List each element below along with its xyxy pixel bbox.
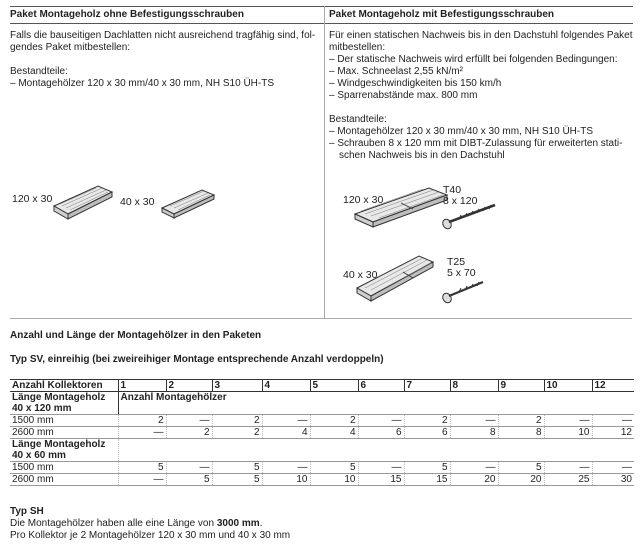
typ-sh-line2: Pro Kollektor je 2 Montagehölzer 120 x 30 mm und 40 x 30 mm <box>10 530 291 541</box>
screw-8x120-illustration <box>441 202 499 230</box>
table-cell: 15 <box>358 474 404 486</box>
group-title-row <box>10 392 634 415</box>
column-header: 7 <box>404 380 450 392</box>
row-label: 2600 mm <box>10 474 118 486</box>
table-cell: — <box>450 462 498 474</box>
wood-label-40x30: 40 x 30 <box>343 269 378 281</box>
screw-label-t25: T25 <box>447 256 466 268</box>
wood-block-120x30-illustration <box>353 184 451 230</box>
table-cell: — <box>544 462 592 474</box>
table-cell: 5 <box>118 462 166 474</box>
table-row <box>10 474 634 486</box>
intro-line: gendes Paket mitbestellen: <box>10 42 131 53</box>
table-cell: — <box>262 415 310 427</box>
table-row <box>10 427 634 439</box>
condition-item: – Sparrenabstände max. 800 mm <box>329 90 478 101</box>
package-columns <box>10 6 632 318</box>
table-cell: 4 <box>262 427 310 439</box>
section-title: Anzahl und Länge der Montagehölzer in den Paketen <box>10 330 262 341</box>
table-cell: — <box>358 462 404 474</box>
row-label: 2600 mm <box>10 427 118 439</box>
parts-item: – Schrauben 8 x 120 mm mit DIBT-Zulassung für erweiterten stati- <box>329 138 623 149</box>
table-row <box>10 415 634 427</box>
group-spacer <box>118 439 634 462</box>
condition-item: – Max. Schneelast 2,55 kN/m² <box>329 66 463 77</box>
column-header: 2 <box>166 380 212 392</box>
table-cell: 5 <box>212 474 262 486</box>
table-cell: 2 <box>212 427 262 439</box>
table-cell: 12 <box>592 427 634 439</box>
table-cell: 5 <box>310 462 358 474</box>
typ-sh-title: Typ SH <box>10 506 44 517</box>
column-header: 12 <box>592 380 634 392</box>
column-header: 6 <box>358 380 404 392</box>
column-header: 4 <box>262 380 310 392</box>
column-header-left: Paket Montageholz ohne Befestigungsschrauben <box>10 6 324 24</box>
table-cell: 4 <box>310 427 358 439</box>
column-header: 1 <box>118 380 166 392</box>
table-cell: 6 <box>358 427 404 439</box>
table-cell: 8 <box>498 427 544 439</box>
table-header-row <box>10 380 634 392</box>
parts-item: – Montagehölzer 120 x 30 mm/40 x 30 mm, NH S10 ÜH-TS <box>10 78 274 89</box>
section-divider <box>10 318 632 319</box>
column-header: 3 <box>212 380 262 392</box>
table-cell: 10 <box>544 427 592 439</box>
intro-line: mitbestellen: <box>329 42 386 53</box>
typ-sh-section <box>10 506 290 542</box>
column-header: 10 <box>544 380 592 392</box>
group-title-row <box>10 439 634 462</box>
condition-item: – Windgeschwindigkeiten bis 150 km/h <box>329 78 502 89</box>
table-cell: 10 <box>262 474 310 486</box>
header-label: Anzahl Kollektoren <box>10 380 118 392</box>
typ-sh-length: 3000 mm <box>216 518 260 529</box>
column-header: 8 <box>450 380 498 392</box>
intro-line: Für einen statischen Nachweis bis in den Dachstuhl folgendes Paket <box>329 30 633 41</box>
table-cell: 5 <box>498 462 544 474</box>
package-with-screws <box>324 6 633 318</box>
table-cell: 30 <box>592 474 634 486</box>
subsection-title: Typ SV, einreihig (bei zweireihiger Montage entsprechende Anzahl verdoppeln) <box>10 354 384 365</box>
table-cell: 2 <box>498 415 544 427</box>
package-without-screws <box>10 6 324 318</box>
table-cell: 5 <box>404 462 450 474</box>
screw-label-t40: T40 <box>443 184 462 196</box>
table-cell: — <box>166 415 212 427</box>
table-cell: 15 <box>404 474 450 486</box>
table-cell: — <box>166 462 212 474</box>
row-label: 1500 mm <box>10 415 118 427</box>
wood-block-40x30-illustration <box>160 186 218 220</box>
table-cell: 2 <box>118 415 166 427</box>
column-header: 9 <box>498 380 544 392</box>
table-cell: 2 <box>404 415 450 427</box>
table-cell: — <box>118 474 166 486</box>
table-cell: 8 <box>450 427 498 439</box>
table-cell: — <box>592 462 634 474</box>
column-header: 5 <box>310 380 358 392</box>
table-cell: — <box>262 462 310 474</box>
table-cell: — <box>544 415 592 427</box>
table-cell: 20 <box>450 474 498 486</box>
parts-title: Bestandteile: <box>10 66 68 77</box>
parts-title: Bestandteile: <box>329 114 387 125</box>
table-cell: — <box>358 415 404 427</box>
table-cell: — <box>450 415 498 427</box>
intro-line: Falls die bauseitigen Dachlatten nicht ausreichend tragfähig sind, fol- <box>10 30 316 41</box>
mounting-wood-table <box>10 379 634 486</box>
screw-5x70-illustration <box>441 278 487 304</box>
wood-label-120x30: 120 x 30 <box>343 194 384 206</box>
group-title: Länge Montageholz 40 x 120 mm <box>10 392 118 415</box>
wood-block-40x30-illustration <box>355 250 437 304</box>
condition-item: – Der statische Nachweis wird erfüllt bei folgenden Bedingungen: <box>329 54 618 65</box>
table-row <box>10 462 634 474</box>
table-cell: 6 <box>404 427 450 439</box>
table-cell: — <box>118 427 166 439</box>
parts-item: – Montagehölzer 120 x 30 mm/40 x 30 mm, NH S10 ÜH-TS <box>329 126 593 137</box>
screw-label-5x70: 5 x 70 <box>447 267 476 279</box>
table-cell: 25 <box>544 474 592 486</box>
row-label: 1500 mm <box>10 462 118 474</box>
wood-block-120x30-illustration <box>52 182 114 222</box>
parts-item: schen Nachweis bis in den Dachstuhl <box>339 150 505 161</box>
table-cell: 2 <box>212 415 262 427</box>
wood-label-120x30: 120 x 30 <box>12 193 53 205</box>
typ-sh-line1: Die Montagehölzer haben alle eine Länge von 3000 mm. <box>10 518 263 529</box>
table-cell: 20 <box>498 474 544 486</box>
table-cell: 5 <box>212 462 262 474</box>
table-cell: — <box>592 415 634 427</box>
screw-label-8x120: 8 x 120 <box>443 195 478 207</box>
group-subtitle: Anzahl Montagehölzer <box>118 392 634 415</box>
table-cell: 2 <box>166 427 212 439</box>
table-cell: 10 <box>310 474 358 486</box>
table-cell: 2 <box>310 415 358 427</box>
wood-label-40x30: 40 x 30 <box>120 196 155 208</box>
column-header-right: Paket Montageholz mit Befestigungsschrauben <box>325 6 633 24</box>
group-title: Länge Montageholz 40 x 60 mm <box>10 439 118 462</box>
table-cell: 5 <box>166 474 212 486</box>
